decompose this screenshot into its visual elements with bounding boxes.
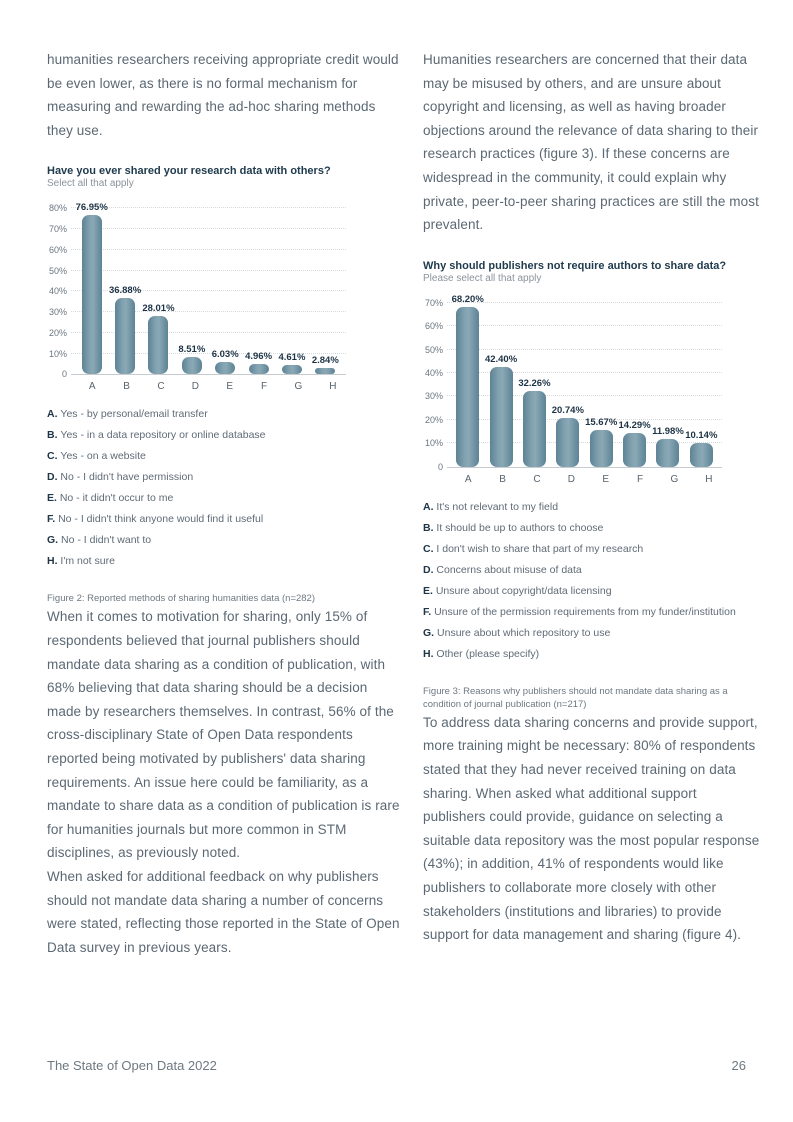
y-axis-tick-label: 10% bbox=[48, 348, 67, 359]
bar bbox=[82, 215, 102, 375]
bars-group bbox=[71, 201, 346, 374]
bar-value-label: 15.67% bbox=[585, 417, 618, 429]
bar-column bbox=[242, 351, 275, 374]
x-axis-tick-label: B bbox=[499, 473, 506, 485]
y-axis-tick-label: 60% bbox=[424, 321, 443, 332]
y-axis-tick-label: 20% bbox=[424, 414, 443, 425]
legend-item bbox=[423, 501, 763, 514]
legend-letter: C. bbox=[47, 450, 61, 463]
bar-chart-figure-2 bbox=[47, 201, 403, 393]
x-axis-tick-label: F bbox=[261, 381, 268, 393]
legend-text: Unsure about which repository to use bbox=[437, 626, 611, 639]
bar-value-label: 68.20% bbox=[451, 293, 484, 305]
right-column bbox=[423, 48, 763, 959]
y-axis-tick-label: 40% bbox=[48, 286, 67, 297]
legend-item bbox=[423, 627, 763, 640]
legend-letter: C. bbox=[423, 542, 437, 555]
bar-value-label: 20.74% bbox=[551, 405, 584, 417]
bar-column bbox=[209, 349, 242, 375]
legend-item bbox=[47, 555, 403, 568]
legend-letter: D. bbox=[47, 471, 61, 484]
legend-item bbox=[423, 648, 763, 661]
legend-letter: B. bbox=[423, 521, 437, 534]
y-axis-tick-label: 70% bbox=[48, 224, 67, 235]
bar-column bbox=[108, 285, 141, 375]
x-axis-tick-label: D bbox=[567, 473, 575, 485]
bar bbox=[315, 368, 335, 374]
chart-legend bbox=[423, 501, 763, 661]
legend-text: Yes - on a website bbox=[60, 450, 146, 463]
legend-letter: E. bbox=[423, 584, 436, 597]
page-footer bbox=[47, 1058, 746, 1073]
y-axis-tick-label: 10% bbox=[424, 438, 443, 449]
y-axis-tick-label: 70% bbox=[424, 297, 443, 308]
legend-letter: A. bbox=[423, 500, 437, 513]
bar-value-label: 4.96% bbox=[245, 351, 273, 363]
x-axis-tick-label: F bbox=[637, 473, 644, 485]
paragraph-feedback: When asked for additional feedback on why publishers should not mandate data sharing a number of concerns were stated, reflecting those reported in the State of Open Data survey in previous years. bbox=[47, 868, 400, 955]
y-axis-tick-label: 50% bbox=[424, 344, 443, 355]
chart-subtitle: Select all that apply bbox=[47, 178, 134, 190]
legend-text: No - I didn't have permission bbox=[60, 471, 194, 484]
y-axis-tick-label: 60% bbox=[48, 244, 67, 255]
bar-column bbox=[618, 420, 651, 466]
x-axis-tick-label: E bbox=[602, 473, 610, 485]
legend-letter: D. bbox=[423, 563, 437, 576]
bar bbox=[523, 391, 546, 467]
y-axis-tick-label: 0 bbox=[61, 369, 67, 380]
x-axis-tick-label: A bbox=[88, 381, 96, 393]
x-axis-tick-label: G bbox=[294, 381, 303, 393]
page-number: 26 bbox=[731, 1058, 746, 1073]
bar bbox=[148, 316, 168, 374]
legend-item bbox=[423, 585, 763, 598]
bar-column bbox=[142, 303, 175, 374]
chart-subtitle: Please select all that apply bbox=[423, 272, 542, 284]
bar-column bbox=[551, 405, 584, 467]
x-axis-tick-label: H bbox=[705, 473, 713, 485]
legend-text: Unsure of the permission requirements from my funder/institution bbox=[434, 605, 736, 618]
bar bbox=[182, 357, 202, 375]
bar-value-label: 42.40% bbox=[484, 354, 518, 366]
y-axis-tick-label: 0 bbox=[437, 461, 443, 472]
bar-chart-figure-3 bbox=[423, 293, 763, 485]
two-column-layout bbox=[47, 48, 760, 959]
left-column bbox=[47, 48, 403, 959]
x-axis-tick-label: B bbox=[123, 381, 130, 393]
legend-item bbox=[47, 408, 403, 421]
figure-2-block bbox=[47, 165, 403, 605]
legend-letter: F. bbox=[47, 513, 59, 526]
x-axis-labels bbox=[447, 474, 730, 485]
legend-item bbox=[423, 606, 763, 619]
bar-value-label: 10.14% bbox=[685, 430, 718, 441]
bar-column bbox=[451, 294, 484, 467]
paragraph-support: To address data sharing concerns and provide support, more training might be necessary: 80% of respondents stated that they had never received training on data sharing. When asked what additional support publishers could provide, guidance on selecting a suitable data repository was the most popular response (43%); in addition, 41% of respondents would like publishers to collaborate more closely with other stakeholders (institutions and libraries) to provide support for data management and sharing (figure 4). bbox=[423, 714, 760, 943]
x-axis-tick-label: D bbox=[191, 381, 199, 393]
x-axis-tick-label: E bbox=[226, 381, 234, 393]
legend-text: Yes - by personal/email transfer bbox=[60, 408, 208, 421]
x-axis-tick-label: G bbox=[670, 473, 679, 485]
paragraph-motivation: When it comes to motivation for sharing, only 15% of respondents believed that journal publishers should mandate data sharing as a condition of publication, with 68% believing that data sharing should be a decision made by researchers themselves. In contrast, 56% of the cross-disciplinary State of Open Data respondents reported being motivated by publishers' data sharing requirements. An issue here could be familiarity, as a mandate to share data as a condition of publication is rare for humanities journals but more common in STM disciplines, as previously noted. bbox=[47, 609, 400, 861]
legend-letter: F. bbox=[423, 605, 435, 618]
legend-item bbox=[47, 534, 403, 547]
chart-plot-area bbox=[424, 293, 722, 472]
bar-value-label: 14.29% bbox=[618, 420, 651, 432]
bar-column bbox=[309, 355, 342, 374]
bar-value-label: 6.03% bbox=[211, 348, 239, 360]
legend-text: No - I didn't think anyone would find it useful bbox=[58, 513, 264, 526]
y-axis-tick-label: 30% bbox=[48, 307, 67, 318]
bar-column bbox=[75, 202, 108, 375]
x-axis-labels bbox=[71, 381, 354, 392]
paragraph-credit: humanities researchers receiving appropriate credit would be even lower, as there is no formal mechanism for measuring and rewarding the ad-hoc sharing methods they use. bbox=[47, 52, 399, 138]
bar bbox=[556, 418, 579, 467]
bar-column bbox=[685, 430, 718, 467]
chart-legend bbox=[47, 408, 403, 568]
bar bbox=[623, 433, 646, 466]
legend-item bbox=[47, 492, 403, 505]
legend-text: I don't wish to share that part of my research bbox=[436, 542, 644, 555]
legend-text: Other (please specify) bbox=[436, 647, 540, 660]
x-axis-tick-label: A bbox=[464, 473, 472, 485]
bar-column bbox=[484, 354, 517, 466]
paragraph-concerns: Humanities researchers are concerned that their data may be misused by others, and are unsure about copyright and licensing, as well as having broader objections around the relevance of data sharing to their research practices (figure 3). If these concerns are widespread in the community, it could explain why private, peer-to-peer sharing practices are still the most prevalent. bbox=[423, 52, 759, 233]
legend-text: Unsure about copyright/data licensing bbox=[435, 584, 612, 597]
bar-value-label: 4.61% bbox=[278, 351, 306, 363]
legend-item bbox=[47, 450, 403, 463]
bar bbox=[249, 364, 269, 374]
figure-caption: Figure 2: Reported methods of sharing humanities data (n=282) bbox=[47, 593, 316, 605]
legend-text: It should be up to authors to choose bbox=[436, 521, 604, 534]
legend-item bbox=[423, 522, 763, 535]
bar-column bbox=[585, 417, 618, 467]
y-axis-tick-label: 50% bbox=[48, 265, 67, 276]
bar-column bbox=[175, 344, 208, 375]
bar-value-label: 36.88% bbox=[108, 284, 142, 296]
legend-text: No - I didn't want to bbox=[61, 534, 152, 547]
x-axis-tick-label: C bbox=[157, 381, 165, 393]
x-axis-tick-label: H bbox=[329, 381, 337, 393]
y-axis-tick-label: 20% bbox=[48, 327, 67, 338]
y-axis-tick-label: 30% bbox=[424, 391, 443, 402]
bar bbox=[690, 443, 713, 467]
y-axis-tick-label: 40% bbox=[424, 368, 443, 379]
figure-3-block bbox=[423, 260, 763, 711]
y-axis-tick-label: 80% bbox=[48, 203, 67, 214]
bar bbox=[656, 439, 679, 467]
legend-letter: B. bbox=[47, 429, 61, 442]
bar-value-label: 28.01% bbox=[142, 303, 175, 315]
bar-column bbox=[651, 426, 684, 467]
footer-title: The State of Open Data 2022 bbox=[47, 1058, 217, 1073]
bar-value-label: 2.84% bbox=[311, 355, 339, 367]
figure-caption: Figure 3: Reasons why publishers should not mandate data sharing as a condition of journal publication (n=217) bbox=[423, 685, 728, 710]
legend-text: It's not relevant to my field bbox=[436, 500, 559, 513]
legend-letter: H. bbox=[423, 647, 437, 660]
legend-item bbox=[423, 543, 763, 556]
bar bbox=[215, 362, 235, 375]
legend-letter: G. bbox=[423, 626, 438, 639]
bar-value-label: 32.26% bbox=[518, 378, 551, 390]
bar-value-label: 76.95% bbox=[75, 201, 108, 213]
bar bbox=[282, 365, 302, 375]
legend-item bbox=[423, 564, 763, 577]
bar-column bbox=[275, 352, 308, 375]
chart-title: Have you ever shared your research data with others? bbox=[47, 165, 331, 178]
bar bbox=[456, 307, 479, 467]
bar bbox=[115, 298, 135, 375]
x-axis-tick-label: C bbox=[533, 473, 541, 485]
bars-group bbox=[447, 293, 722, 467]
bar-value-label: 8.51% bbox=[178, 343, 206, 355]
bar bbox=[490, 367, 513, 466]
legend-letter: G. bbox=[47, 534, 62, 547]
legend-letter: A. bbox=[47, 408, 61, 421]
legend-text: Yes - in a data repository or online database bbox=[60, 429, 266, 442]
bar bbox=[590, 430, 613, 467]
legend-text: Concerns about misuse of data bbox=[436, 563, 582, 576]
bar-value-label: 11.98% bbox=[652, 425, 684, 437]
legend-item bbox=[47, 513, 403, 526]
legend-letter: E. bbox=[47, 492, 60, 505]
chart-plot-area bbox=[48, 201, 346, 380]
legend-item bbox=[47, 471, 403, 484]
legend-letter: H. bbox=[47, 555, 61, 568]
legend-text: I'm not sure bbox=[60, 555, 115, 568]
legend-item bbox=[47, 429, 403, 442]
legend-text: No - it didn't occur to me bbox=[59, 492, 174, 505]
bar-column bbox=[518, 378, 551, 467]
chart-title: Why should publishers not require authors to share data? bbox=[423, 259, 727, 272]
